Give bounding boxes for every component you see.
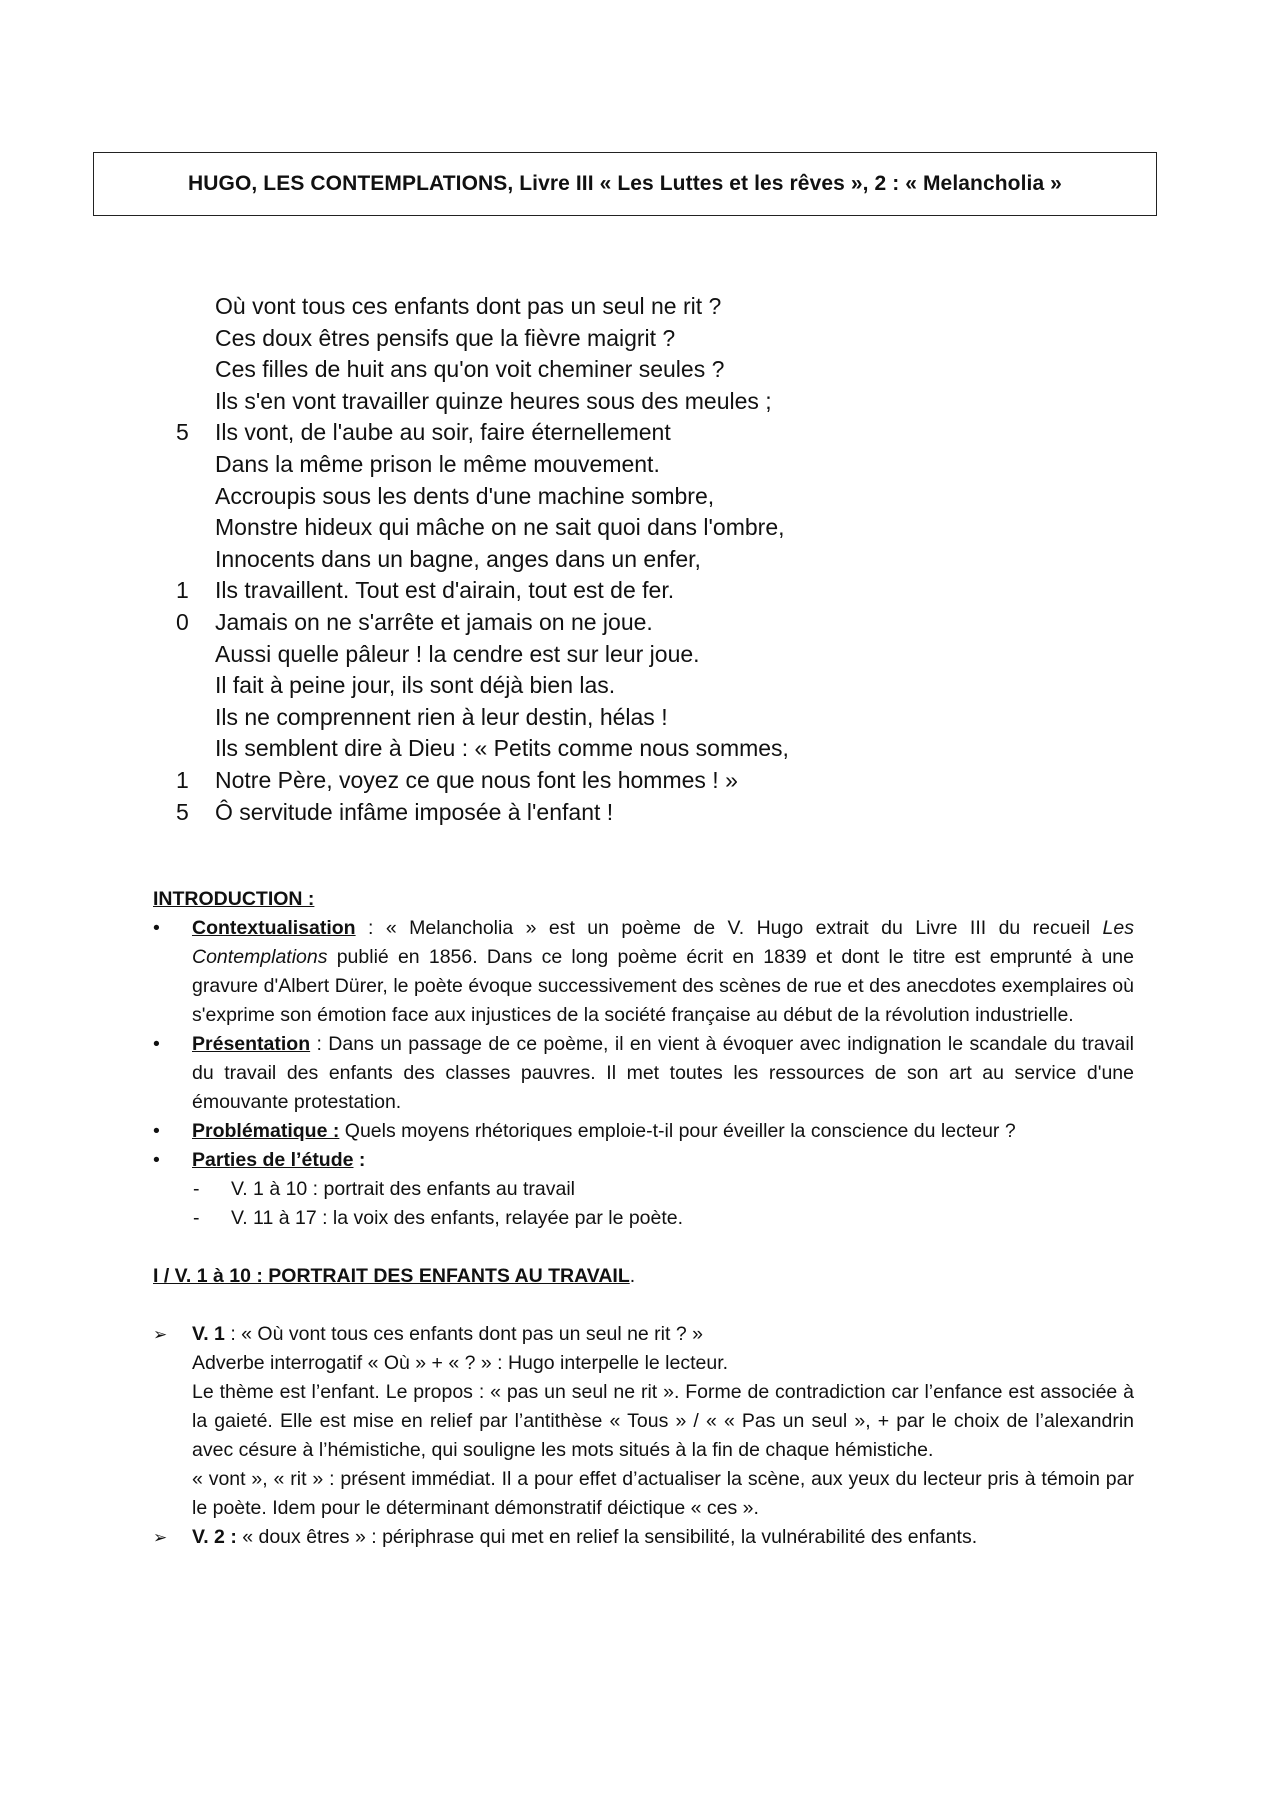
- poem-line-text: Jamais on ne s'arrête et jamais on ne joue.: [215, 608, 653, 635]
- parties-term: Parties de l’étude: [192, 1149, 354, 1171]
- contextualisation-text-a: « Melancholia » est un poème de V. Hugo extrait du Livre III du recueil: [385, 917, 1103, 939]
- presentation-item: [153, 1030, 1134, 1117]
- poem-line-text: Monstre hideux qui mâche on ne sait quoi dans l'ombre,: [215, 514, 785, 541]
- bullet-icon: •: [153, 1120, 160, 1142]
- bullet-icon: •: [153, 1149, 160, 1171]
- analysis-section: [153, 885, 1134, 1552]
- poem-extract: [170, 291, 930, 828]
- poem-line-text: Ils s'en vont travailler quinze heures sous des meules ;: [215, 387, 772, 414]
- poem-line-text: Ces doux êtres pensifs que la fièvre maigrit ?: [215, 324, 676, 351]
- poem-line-text: Innocents dans un bagne, anges dans un enfer,: [215, 545, 701, 572]
- parties-item: [153, 1146, 1134, 1175]
- dash-icon: -: [193, 1207, 200, 1229]
- book-title-italic: Les Contemplations: [192, 917, 1134, 968]
- part1-heading: I / V. 1 à 10 : PORTRAIT DES ENFANTS AU TRAVAIL: [153, 1265, 630, 1287]
- contextualisation-term: Contextualisation: [192, 917, 356, 939]
- arrow-bullet-icon: ➢: [153, 1528, 168, 1547]
- poem-line-text: Ils vont, de l'aube au soir, faire éternellement: [215, 419, 671, 446]
- part-label: V. 1 à 10 : portrait des enfants au travail: [231, 1178, 575, 1200]
- poem-line-text: Il fait à peine jour, ils sont déjà bien las.: [215, 672, 616, 699]
- poem-line: [170, 765, 930, 797]
- poem-line-text: Dans la même prison le même mouvement.: [215, 450, 660, 477]
- part1-heading-row: [153, 1262, 1134, 1291]
- line-number: 1: [176, 577, 189, 604]
- separator: :: [355, 917, 386, 939]
- poem-line: [170, 575, 930, 607]
- bullet-icon: •: [153, 917, 160, 939]
- verse2-text: « doux êtres » : périphrase qui met en relief la sensibilité, la vulnérabilité des enfants.: [236, 1526, 978, 1548]
- verse1-paragraph: « vont », « rit » : présent immédiat. Il a pour effet d’actualiser la scène, aux yeux du lecteur pris à témoin par le poète. Idem pour le déterminant démonstratif déictique « ces ».: [192, 1468, 1134, 1519]
- spacer: [153, 1291, 1134, 1320]
- poem-line-text: Ils travaillent. Tout est d'airain, tout est de fer.: [215, 577, 675, 604]
- part-list-item: [153, 1204, 1134, 1233]
- verse1-quote: : « Où vont tous ces enfants dont pas un seul ne rit ? »: [224, 1323, 703, 1345]
- poem-line: [170, 797, 930, 829]
- line-number: 5: [176, 419, 189, 446]
- poem-line: [170, 512, 930, 544]
- poem-line-text: Ils semblent dire à Dieu : « Petits comme nous sommes,: [215, 735, 789, 762]
- poem-line: [170, 386, 930, 418]
- bullet-icon: •: [153, 1033, 160, 1055]
- spacer: [153, 1233, 1134, 1262]
- presentation-text: : Dans un passage de ce poème, il en vient à évoquer avec indignation le scandale du travail du travail des enfants des classes pauvres. Il met toutes les ressources de son art au service d'une émouvante protestation.: [192, 1033, 1134, 1113]
- poem-line: [170, 354, 930, 386]
- poem-line: [170, 544, 930, 576]
- line-number: 5: [176, 798, 189, 825]
- poem-line: [170, 733, 930, 765]
- introduction-heading: INTRODUCTION :: [153, 888, 315, 910]
- poem-line-text: Ô servitude infâme imposée à l'enfant !: [215, 798, 614, 825]
- problematique-term: Problématique :: [192, 1120, 340, 1142]
- verse2-label: V. 2 :: [192, 1526, 237, 1548]
- poem-line: [170, 670, 930, 702]
- part1-heading-suffix: .: [629, 1265, 636, 1287]
- part-label: V. 11 à 17 : la voix des enfants, relayée par le poète.: [231, 1207, 684, 1229]
- presentation-term: Présentation: [192, 1033, 311, 1055]
- poem-line-text: Aussi quelle pâleur ! la cendre est sur leur joue.: [215, 640, 700, 667]
- parties-sep: :: [353, 1149, 366, 1171]
- poem-line-text: Notre Père, voyez ce que nous font les hommes ! »: [215, 766, 738, 793]
- document-title: HUGO, LES CONTEMPLATIONS, Livre III « Les Luttes et les rêves », 2 : « Melancholia »: [93, 152, 1157, 216]
- verse1-paragraph: Adverbe interrogatif « Où » + « ? » : Hugo interpelle le lecteur.: [192, 1352, 729, 1374]
- poem-line: [170, 702, 930, 734]
- verse1-paragraph: Le thème est l’enfant. Le propos : « pas un seul ne rit ». Forme de contradiction car l’enfance est associée à la gaieté. Elle est mise en relief par l’antithèse « Tous » / « « Pas un seul », + par le choix de l’alexandrin avec césure à l’hémistiche, qui souligne les mots situés à la fin de chaque hémistiche.: [192, 1381, 1134, 1461]
- poem-line: [170, 481, 930, 513]
- poem-line: [170, 607, 930, 639]
- problematique-text: Quels moyens rhétoriques emploie-t-il pour éveiller la conscience du lecteur ?: [339, 1120, 1016, 1142]
- contextualisation-item: [153, 914, 1134, 1030]
- arrow-bullet-icon: ➢: [153, 1325, 168, 1344]
- line-number: 0: [176, 608, 189, 635]
- verse2-analysis: [153, 1523, 1134, 1552]
- poem-line: [170, 449, 930, 481]
- verse1-label: V. 1: [192, 1323, 225, 1345]
- poem-line-text: Accroupis sous les dents d'une machine sombre,: [215, 482, 715, 509]
- poem-line-text: Ces filles de huit ans qu'on voit cheminer seules ?: [215, 356, 725, 383]
- poem-line: [170, 323, 930, 355]
- poem-line: [170, 417, 930, 449]
- poem-line: [170, 291, 930, 323]
- line-number: 1: [176, 766, 189, 793]
- poem-line-text: Ils ne comprennent rien à leur destin, hélas !: [215, 703, 668, 730]
- contextualisation-text-b: publié en 1856. Dans ce long poème écrit en 1839 et dont le titre est emprunté à une gravure d'Albert Dürer, le poète évoque successivement des scènes de rue et des anecdotes exemplaires où s'exprime son émotion face aux injustices de la société française au début de la révolution industrielle.: [192, 946, 1134, 1026]
- part-list-item: [153, 1175, 1134, 1204]
- dash-icon: -: [193, 1178, 200, 1200]
- poem-line-text: Où vont tous ces enfants dont pas un seul ne rit ?: [215, 293, 722, 319]
- problematique-item: [153, 1117, 1134, 1146]
- poem-line: [170, 639, 930, 671]
- verse1-analysis: [153, 1320, 1134, 1523]
